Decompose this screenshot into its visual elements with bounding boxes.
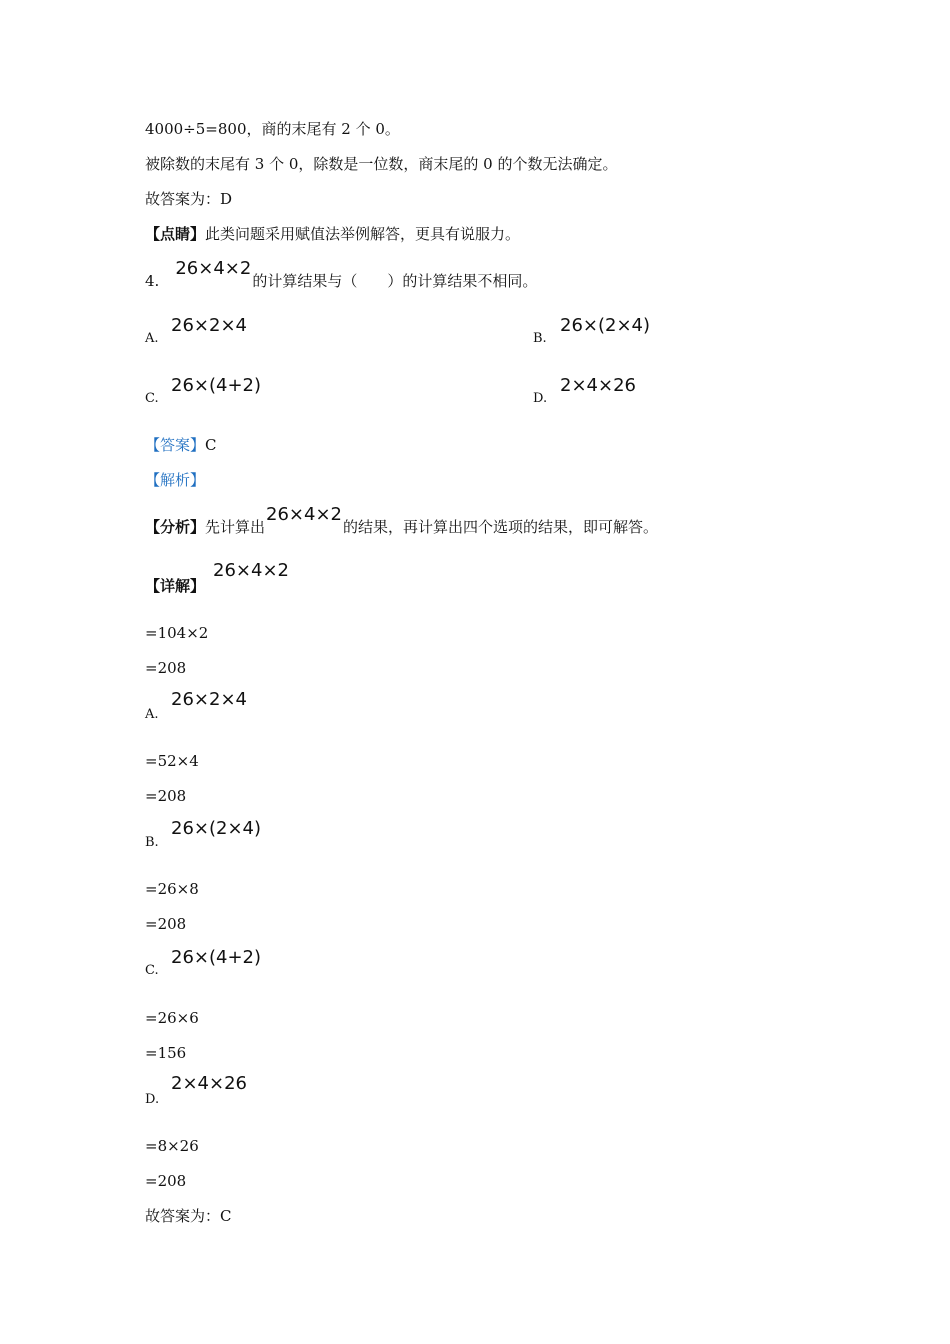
work-c-expr: 26×(4+2) [171,947,262,968]
question-text: 的计算结果与（ ）的计算结果不相同。 [252,272,538,290]
work-a-label: A. [145,707,159,722]
solution-answer: 故答案为：D [145,190,233,208]
question-expr: 26×4×2 [175,258,252,279]
work-b-step-2: =208 [145,915,187,933]
work-a-step-1: =52×4 [145,752,199,770]
comment-tag: 【点睛】 [145,225,206,243]
work-d-step-2: =208 [145,1172,187,1190]
detail-label: 【详解】 [145,577,206,595]
work-a-expr: 26×2×4 [171,689,247,710]
work-d-label: D. [145,1092,160,1107]
answer-value: C [205,436,217,454]
answer-tag: 【答案】 [145,436,206,454]
work-b-expr: 26×(2×4) [171,818,262,839]
option-b-expr: 26×(2×4) [560,315,651,336]
option-a-label: A. [145,331,159,346]
analysis-line [145,504,659,537]
analysis-pre: 先计算出 [205,518,266,536]
detail-expr: 26×4×2 [213,560,289,581]
detail-step-1: =104×2 [145,624,209,642]
answer-line [145,435,217,455]
final-answer: 故答案为：C [145,1207,232,1225]
detail-step-2: =208 [145,659,187,677]
solution-line-1: 4000÷5=800，商的末尾有 2 个 0。 [145,120,400,138]
option-c-expr: 26×(4+2) [171,375,262,396]
question-stem [145,258,538,291]
work-b-step-1: =26×8 [145,880,199,898]
option-b-label: B. [533,331,547,346]
analysis-expr: 26×4×2 [266,504,343,525]
work-d-step-1: =8×26 [145,1137,199,1155]
option-d-label: D. [533,391,548,406]
analysis-post: 的结果，再计算出四个选项的结果，即可解答。 [343,518,659,536]
work-c-step-2: =156 [145,1044,187,1062]
option-c-label: C. [145,391,159,406]
option-a-expr: 26×2×4 [171,315,247,336]
comment-text: 此类问题采用赋值法举例解答，更具有说服力。 [205,225,521,243]
work-d-expr: 2×4×26 [171,1073,247,1094]
work-c-label: C. [145,963,159,978]
analysis-heading: 【解析】 [145,471,206,489]
question-number: 4. [145,272,160,290]
solution-line-2: 被除数的末尾有 3 个 0，除数是一位数，商末尾的 0 的个数无法确定。 [145,155,618,173]
work-a-step-2: =208 [145,787,187,805]
analysis-label: 【分析】 [145,518,206,536]
work-b-label: B. [145,835,159,850]
comment-line [145,224,520,244]
option-d-expr: 2×4×26 [560,375,636,396]
work-c-step-1: =26×6 [145,1009,199,1027]
